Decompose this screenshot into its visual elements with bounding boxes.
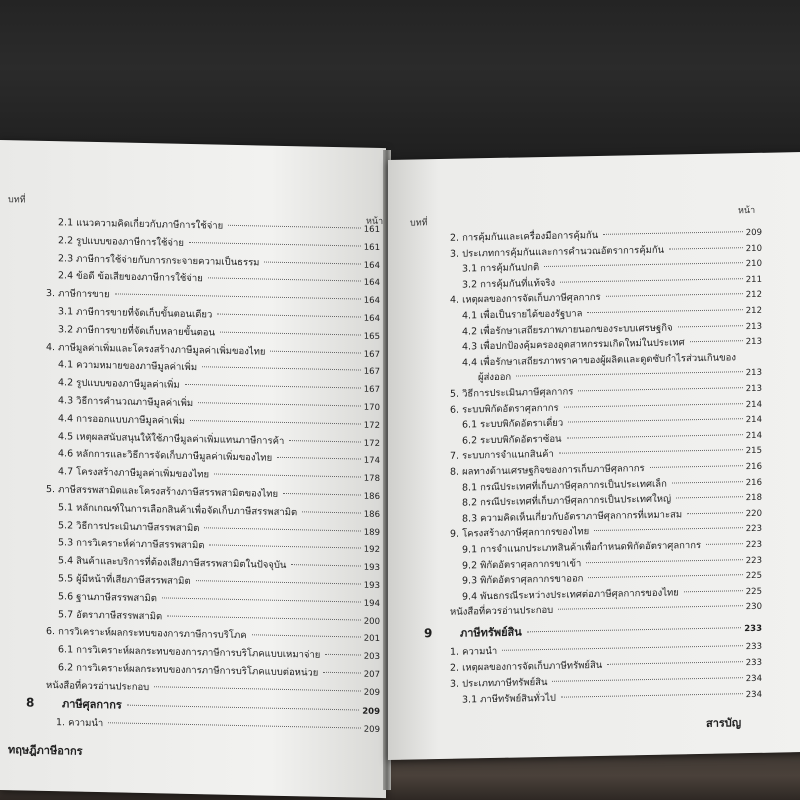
toc-row — [58, 520, 380, 539]
toc-entry-page: 161 — [363, 242, 380, 253]
toc-entry-page: 225 — [745, 586, 762, 597]
toc-entry-title: 1. ความนำ — [450, 645, 498, 658]
toc-entry-title: 7. ระบบการจำแนกสินค้า — [450, 449, 554, 463]
toc-entry-title: 3. ประเภทภาษีทรัพย์สิน — [450, 676, 548, 690]
toc-entry-page: 216 — [745, 461, 762, 473]
toc-entry-page: 214 — [745, 415, 762, 426]
toc-entry-page: 201 — [363, 634, 380, 645]
toc-entry-page: 223 — [745, 555, 762, 566]
leader-dots — [108, 722, 361, 728]
toc-row — [58, 644, 380, 663]
toc-row — [462, 476, 762, 494]
toc-entry-title: 6. การวิเคราะห์ผลกระทบของการภาษีการบริโภค — [46, 626, 247, 642]
toc-row — [58, 395, 380, 414]
toc-entry-title: 9.1 การจำแนกประเภทสินค้าเพื่อกำหนดพิกัดอัตราศุลกากร — [462, 539, 702, 556]
leader-dots — [527, 627, 741, 632]
chapter-number: 9 — [424, 626, 433, 641]
toc-entry-page: 215 — [745, 446, 762, 457]
page-footer: สารบัญ — [706, 716, 742, 730]
leader-dots — [606, 294, 743, 298]
toc-row — [462, 586, 762, 604]
toc-entry-page: 172 — [363, 420, 380, 431]
toc-row — [46, 626, 380, 645]
toc-row — [58, 538, 380, 557]
toc-row — [462, 570, 762, 588]
chapter-row — [424, 621, 762, 641]
toc-entry-title: 6.2 ระบบพิกัดอัตราซ้อน — [462, 433, 562, 447]
leader-dots — [516, 372, 743, 377]
toc-entry-title: 5.6 ฐานภาษีสรรพสามิต — [58, 591, 157, 605]
toc-entry-page: 167 — [363, 367, 380, 378]
leader-dots — [189, 242, 361, 247]
leader-dots — [568, 418, 743, 422]
toc-entry-title: 4.7 โครงสร้างภาษีมูลค่าเพิ่มของไทย — [58, 466, 210, 481]
toc-entry-page: 164 — [363, 313, 380, 324]
toc-row — [450, 641, 762, 659]
toc-entry-title: 9.2 พิกัดอัตราศุลกากรขาเข้า — [462, 557, 582, 572]
toc-entry-page: 209 — [363, 687, 380, 698]
toc-row — [462, 414, 762, 432]
leader-dots — [544, 262, 743, 267]
toc-entry-page: 200 — [363, 616, 380, 627]
toc-entry-title: หนังสือที่ควรอ่านประกอบ — [450, 605, 554, 619]
toc-entry-title: 3.2 ภาษีการขายที่จัดเก็บหลายขั้นตอน — [58, 324, 215, 339]
toc-row — [450, 523, 762, 541]
toc-entry-page: 189 — [363, 527, 380, 538]
toc-row — [478, 367, 762, 384]
leader-dots — [587, 309, 742, 313]
toc-row — [58, 324, 380, 343]
toc-entry-page: 213 — [745, 383, 762, 395]
toc-entry-title: 3.2 การคุ้มกันที่แท้จริง — [462, 277, 556, 291]
leader-dots — [196, 580, 361, 584]
toc-entry-page: 167 — [363, 384, 380, 396]
toc-row — [462, 274, 762, 292]
leader-dots — [220, 331, 361, 335]
toc-row — [58, 217, 380, 236]
toc-entry-title: 2.4 ข้อดี ข้อเสียของภาษีการใช้จ่าย — [58, 270, 203, 285]
toc-row — [462, 689, 762, 707]
toc-entry-page: 164 — [363, 278, 380, 289]
toc-row — [46, 288, 380, 307]
toc-entry-title: ผู้ส่งออก — [478, 372, 512, 384]
leader-dots — [690, 340, 743, 342]
toc-row — [58, 377, 380, 396]
toc-entry-title: 3.1 ภาษีการขายที่จัดเก็บขั้นตอนเดียว — [58, 306, 213, 321]
toc-entry-page: 164 — [363, 260, 380, 271]
toc-entry-page: 178 — [363, 473, 380, 485]
toc-entry-page: 234 — [745, 689, 762, 701]
toc-entry-title: 4.1 ความหมายของภาษีมูลค่าเพิ่ม — [58, 359, 198, 374]
toc-row — [46, 484, 380, 503]
right-page — [388, 152, 800, 760]
toc-entry-title: 5. วิธีการประเมินภาษีศุลกากร — [450, 386, 574, 400]
toc-row — [462, 320, 762, 338]
toc-row — [462, 492, 762, 510]
toc-entry-title: หนังสือที่ควรอ่านประกอบ — [46, 679, 150, 693]
toc-row — [58, 306, 380, 325]
toc-entry-title: 5.3 การวิเคราะห์ค่าภาษีสรรพสามิต — [58, 537, 205, 552]
toc-entry-page: 225 — [745, 571, 762, 582]
leader-dots — [687, 512, 743, 514]
toc-entry-title: 5.4 สินค้าและบริการที่ต้องเสียภาษีสรรพสามิตในปัจจุบัน — [58, 555, 287, 572]
toc-entry-title: 5.5 ผู้มีหน้าที่เสียภาษีสรรพสามิต — [58, 573, 191, 587]
toc-entry-title: 4.5 เหตุผลสนับสนุนให้ใช้ภาษีมูลค่าเพิ่มแทนภาษีการค้า — [58, 430, 285, 447]
toc-entry-page: 220 — [745, 508, 762, 519]
toc-entry-page: 211 — [745, 274, 762, 285]
toc-row — [58, 591, 380, 610]
toc-row — [46, 680, 380, 699]
toc-entry-page: 223 — [745, 539, 762, 551]
toc-entry-page: 213 — [745, 368, 762, 379]
toc-entry-page: 212 — [745, 305, 762, 317]
toc-row — [462, 508, 762, 526]
toc-entry-title: 4. เหตุผลของการจัดเก็บภาษีศุลกากร — [450, 292, 601, 307]
toc-entry-page: 186 — [363, 509, 380, 520]
leader-dots — [127, 705, 359, 711]
leader-dots — [209, 545, 360, 549]
toc-entry-title: 8.2 กรณีประเทศที่เก็บภาษีศุลกากรเป็นประเทศใหญ่ — [462, 493, 672, 509]
chapter-title: ภาษีศุลกากร — [62, 697, 122, 712]
chapter-page: 209 — [362, 706, 380, 717]
toc-row — [58, 253, 380, 272]
leader-dots — [291, 564, 360, 566]
toc-row — [450, 673, 762, 691]
leader-dots — [560, 278, 743, 283]
toc-entry-title: 2.1 แนวความคิดเกี่ยวกับภาษีการใช้จ่าย — [58, 217, 224, 232]
toc-entry-title: 2. เหตุผลของการจัดเก็บภาษีทรัพย์สิน — [450, 659, 603, 674]
leader-dots — [277, 457, 361, 460]
leader-dots — [676, 496, 743, 498]
toc-row — [58, 502, 380, 521]
leader-dots — [323, 672, 360, 674]
toc-entry-title: 8. ผลทางด้านเศรษฐกิจของการเก็บภาษีศุลกากร — [450, 463, 645, 478]
toc-row — [58, 609, 380, 628]
leader-dots — [706, 543, 743, 545]
toc-entry-title: 3. ประเภทการคุ้มกันและการคำนวณอัตราการคุ้มกัน — [450, 244, 665, 260]
toc-entry-page: 172 — [363, 438, 380, 449]
leader-dots — [185, 384, 361, 389]
toc-row — [58, 449, 380, 468]
leader-dots — [228, 225, 361, 229]
toc-entry-page: 186 — [363, 491, 380, 502]
leader-dots — [578, 387, 742, 391]
toc-row — [450, 289, 762, 307]
toc-entry-title: 6.2 การวิเคราะห์ผลกระทบของการภาษีการบริโภคแบบต่อหน่วย — [58, 662, 319, 679]
toc-row — [462, 336, 762, 354]
leader-dots — [502, 645, 743, 651]
leader-dots — [264, 261, 360, 264]
chapter-column-header: บทที่ — [410, 218, 428, 229]
leader-dots — [607, 661, 742, 665]
leader-dots — [302, 511, 361, 513]
toc-entry-title: 8.3 ความคิดเห็นเกี่ยวกับอัตราภาษีศุลกากรที่เหมาะสม — [462, 509, 683, 525]
left-page — [0, 140, 386, 798]
toc-entry-page: 170 — [363, 402, 380, 413]
toc-entry-title: 9. โครงสร้างภาษีศุลกากรของไทย — [450, 526, 590, 541]
toc-row — [450, 227, 762, 245]
toc-entry-page: 216 — [745, 477, 762, 488]
toc-entry-page: 167 — [363, 349, 380, 360]
toc-row — [462, 258, 762, 276]
toc-entry-title: 4.2 รูปแบบของภาษีมูลค่าเพิ่ม — [58, 377, 180, 391]
leader-dots — [678, 325, 743, 327]
toc-row — [58, 271, 380, 290]
toc-entry-title: 1. ความนำ — [56, 717, 104, 730]
page-column-header: หน้า — [366, 216, 384, 228]
leader-dots — [588, 574, 742, 578]
toc-row — [58, 431, 380, 450]
toc-entry-page: 209 — [363, 724, 380, 735]
toc-entry-page: 193 — [363, 562, 380, 574]
toc-row — [450, 398, 762, 416]
leader-dots — [190, 420, 361, 425]
leader-dots — [154, 686, 361, 691]
toc-row — [450, 461, 762, 479]
toc-entry-page: 230 — [745, 602, 762, 613]
toc-entry-page: 203 — [363, 651, 380, 663]
toc-entry-page: 210 — [745, 243, 762, 254]
toc-entry-title: 8.1 กรณีประเทศที่เก็บภาษีศุลกากรเป็นประเทศเล็ก — [462, 478, 667, 494]
leader-dots — [558, 606, 743, 611]
toc-row — [56, 717, 380, 736]
toc-entry-page: 161 — [363, 224, 380, 235]
leader-dots — [214, 474, 361, 478]
toc-row — [462, 539, 762, 557]
toc-entry-title: 5.7 อัตราภาษีสรรพสามิต — [58, 608, 163, 622]
leader-dots — [594, 528, 743, 532]
toc-entry-title: 6.1 การวิเคราะห์ผลกระทบของการภาษีการบริโภคแบบเหมาจ่าย — [58, 644, 321, 661]
toc-row — [58, 573, 380, 592]
toc-entry-title: 9.3 พิกัดอัตราศุลกากรขาออก — [462, 573, 584, 587]
toc-row — [58, 360, 380, 379]
toc-row — [462, 305, 762, 323]
leader-dots — [289, 440, 360, 442]
leader-dots — [270, 350, 360, 353]
toc-entry-title: 4.2 เพื่อรักษาเสถียรภาพภายนอกของระบบเศรษฐกิจ — [462, 322, 673, 338]
toc-entry-title: 9.4 พันธกรณีระหว่างประเทศต่อภาษีศุลกากรของไทย — [462, 587, 679, 603]
toc-entry-page: 193 — [363, 580, 380, 591]
toc-row — [46, 342, 380, 361]
toc-entry-page: 212 — [745, 290, 762, 301]
toc-entry-page: 174 — [363, 456, 380, 467]
toc-row — [450, 242, 762, 260]
toc-entry-title: 2. การคุ้มกันและเครื่องมือการคุ้มกัน — [450, 229, 599, 244]
toc-entry-page: 214 — [745, 430, 762, 441]
leader-dots — [204, 527, 360, 531]
leader-dots — [217, 314, 360, 318]
leader-dots — [198, 402, 361, 406]
toc-entry-title: 3.1 ภาษีทรัพย์สินทั่วไป — [462, 692, 556, 706]
toc-entry-page: 210 — [745, 259, 762, 270]
page-footer: ทฤษฎีภาษีอากร — [8, 743, 83, 758]
toc-entry-page: 213 — [745, 337, 762, 348]
chapter-row — [26, 697, 380, 718]
toc-entry-title: 5.2 วิธีการประเมินภาษีสรรพสามิต — [58, 519, 200, 534]
toc-entry-title: 4.3 เพื่อปกป้องคุ้มครองอุตสาหกรรมเกิดใหม่ในประเทศ — [462, 337, 685, 353]
toc-entry-title: 4.3 วิธีการคำนวณภาษีมูลค่าเพิ่ม — [58, 395, 194, 410]
leader-dots — [567, 434, 743, 438]
leader-dots — [202, 367, 361, 371]
leader-dots — [325, 654, 360, 656]
toc-row — [450, 601, 762, 619]
toc-entry-page: 223 — [745, 524, 762, 535]
toc-entry-page: 207 — [363, 669, 380, 680]
leader-dots — [684, 590, 743, 592]
toc-entry-page: 165 — [363, 331, 380, 342]
toc-row — [462, 352, 762, 370]
leader-dots — [586, 559, 742, 563]
toc-entry-page: 214 — [745, 399, 762, 410]
chapter-title: ภาษีทรัพย์สิน — [460, 625, 522, 640]
toc-row — [58, 662, 380, 681]
page-column-header: หน้า — [738, 205, 756, 217]
chapter-number: 8 — [26, 695, 35, 710]
leader-dots — [564, 403, 743, 407]
toc-row — [462, 554, 762, 572]
toc-entry-page: 194 — [363, 598, 380, 609]
toc-entry-title: 2.2 รูปแบบของภาษีการใช้จ่าย — [58, 235, 184, 249]
toc-entry-title: 4. ภาษีมูลค่าเพิ่มและโครงสร้างภาษีมูลค่าเพิ่มของไทย — [46, 341, 266, 358]
toc-entry-title: 2.3 ภาษีการใช้จ่ายกับการกระจายความเป็นธรรม — [58, 252, 260, 269]
toc-entry-title: 3. ภาษีการขาย — [46, 288, 110, 301]
toc-entry-title: 4.6 หลักการและวิธีการจัดเก็บภาษีมูลค่าเพิ่มของไทย — [58, 448, 273, 465]
leader-dots — [162, 597, 361, 602]
leader-dots — [650, 465, 743, 468]
toc-row — [58, 466, 380, 485]
toc-row — [450, 657, 762, 675]
toc-entry-page: 233 — [745, 657, 762, 669]
toc-entry-title: 5.1 หลักเกณฑ์ในการเลือกสินค้าเพื่อจัดเก็บภาษีสรรพสามิต — [58, 502, 298, 519]
toc-entry-title: 4.4 เพื่อรักษาเสถียรภาพราคาของผู้ผลิตและดูดซับกำไรส่วนเกินของ — [462, 352, 736, 369]
toc-entry-title: 4.4 การออกแบบภาษีมูลค่าเพิ่ม — [58, 413, 186, 427]
toc-entry-page: 209 — [745, 227, 762, 239]
chapter-page: 233 — [744, 623, 762, 635]
toc-row — [450, 445, 762, 463]
leader-dots — [208, 278, 361, 282]
toc-entry-page: 234 — [745, 673, 762, 685]
toc-row — [462, 430, 762, 448]
leader-dots — [559, 450, 743, 455]
leader-dots — [283, 493, 361, 496]
leader-dots — [603, 231, 743, 235]
leader-dots — [167, 615, 361, 620]
toc-entry-title: 5. ภาษีสรรพสามิตและโครงสร้างภาษีสรรพสามิตของไทย — [46, 483, 279, 500]
leader-dots — [561, 693, 743, 697]
toc-entry-page: 218 — [745, 493, 762, 504]
leader-dots — [672, 481, 743, 483]
toc-entry-title: 3.1 การคุ้มกันปกติ — [462, 262, 540, 275]
leader-dots — [552, 677, 742, 682]
toc-entry-page: 233 — [745, 641, 762, 653]
toc-row — [58, 413, 380, 432]
toc-row — [58, 555, 380, 574]
toc-row — [58, 235, 380, 254]
toc-entry-page: 164 — [363, 295, 380, 307]
toc-entry-page: 192 — [363, 545, 380, 556]
toc-entry-title: 6. ระบบพิกัดอัตราศุลกากร — [450, 402, 559, 416]
leader-dots — [115, 294, 361, 300]
toc-entry-title: 6.1 ระบบพิกัดอัตราเดี่ยว — [462, 417, 564, 431]
toc-entry-title: 4.1 เพื่อเป็นรายได้ของรัฐบาล — [462, 308, 583, 322]
toc-entry-page: 213 — [745, 321, 762, 332]
leader-dots — [252, 635, 361, 638]
leader-dots — [669, 247, 743, 249]
toc-row — [450, 383, 762, 401]
chapter-column-header: บทที่ — [8, 195, 26, 206]
